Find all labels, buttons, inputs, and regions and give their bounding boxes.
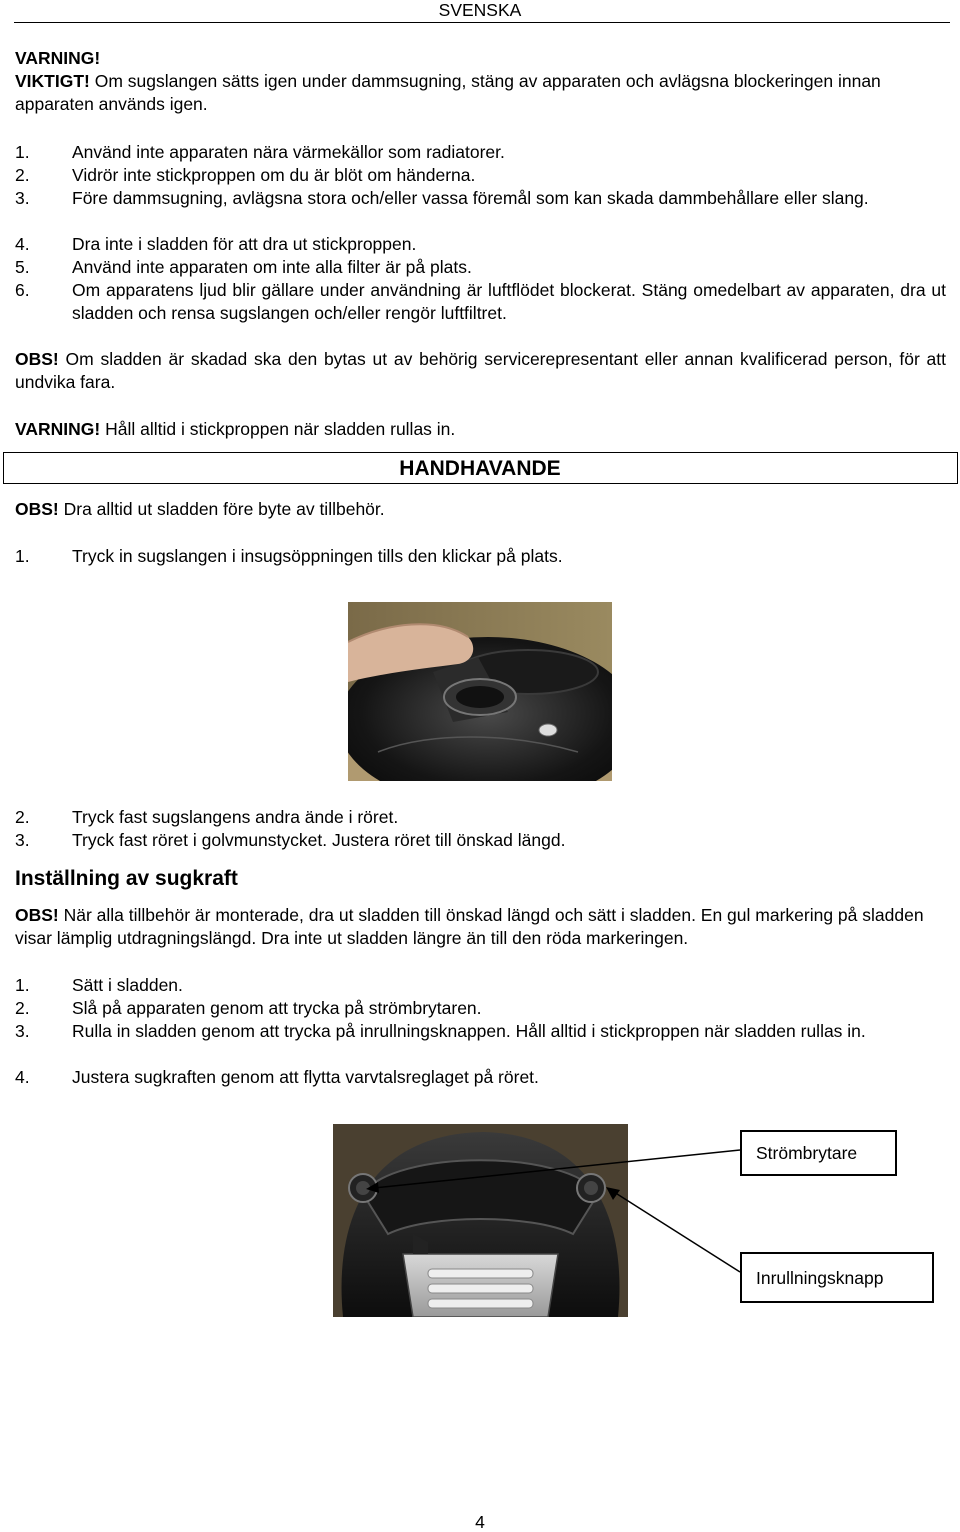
safety-item-number: 5. — [15, 257, 30, 277]
suction-step-text: Justera sugkraften genom att flytta varvtalsreglaget på röret. — [72, 1067, 539, 1087]
power-switch-arrowhead — [366, 1182, 379, 1193]
power-switch-arrow — [374, 1150, 740, 1188]
obs-accessory-text: Dra alltid ut sladden före byte av tillbehör. — [58, 499, 385, 519]
obs-cord-paragraph — [15, 348, 946, 394]
usage-step-number: 1. — [15, 546, 30, 566]
obs-cord-text: Om sladden är skadad ska den bytas ut av behörig servicerepresentant eller annan kvalificerad person, för att undvika fara. — [15, 349, 946, 392]
usage-step-text: Tryck in sugslangen i insugsöppningen tills den klickar på plats. — [72, 546, 563, 566]
callout-power-switch — [740, 1130, 897, 1176]
safety-item-text: Dra inte i sladden för att dra ut stickproppen. — [72, 234, 417, 254]
suction-step-text: Rulla in sladden genom att trycka på inrullningsknappen. Håll alltid i stickproppen när sladden rullas in. — [72, 1021, 866, 1041]
callout-power-switch-label: Strömbrytare — [756, 1143, 858, 1163]
safety-item-number: 4. — [15, 234, 30, 254]
usage-step-text: Tryck fast sugslangens andra ände i röret. — [72, 807, 399, 827]
obs-suction-text: När alla tillbehör är monterade, dra ut sladden till önskad längd och sätt i sladden. En gul markering på sladden visar lämplig utdragningslängd. Dra inte ut sladden längre än till den röda markeringen. — [15, 905, 924, 948]
important-paragraph — [15, 70, 946, 116]
safety-item-text: Använd inte apparaten nära värmekällor som radiatorer. — [72, 142, 505, 162]
safety-item-number: 2. — [15, 165, 30, 185]
hose-insertion-photo — [348, 602, 612, 781]
important-label: VIKTIGT! — [15, 71, 90, 91]
obs-accessory-paragraph — [15, 498, 385, 521]
safety-item-text: Vidrör inte stickproppen om du är blöt om händerna. — [72, 165, 476, 185]
section-title-usage: HANDHAVANDE — [399, 457, 561, 480]
rewind-button-arrow — [614, 1192, 740, 1272]
safety-item-text: Före dammsugning, avlägsna stora och/eller vassa föremål som kan skada dammbehållare eller slang. — [72, 188, 869, 208]
header-rule — [14, 22, 950, 23]
warning-label: VARNING! — [15, 419, 101, 439]
suction-step-text: Sätt i sladden. — [72, 975, 183, 995]
header-language: SVENSKA — [438, 0, 522, 20]
obs-suction-paragraph — [15, 904, 946, 950]
suction-step-number: 4. — [15, 1067, 30, 1087]
warning-plug-paragraph — [15, 418, 455, 441]
usage-step-number: 3. — [15, 830, 30, 850]
callout-rewind-button-label: Inrullningsknapp — [756, 1267, 884, 1288]
warning-heading: VARNING! — [15, 48, 101, 68]
obs-label: OBS! — [15, 349, 59, 369]
usage-step-number: 2. — [15, 807, 30, 827]
important-text: Om sugslangen sätts igen under dammsugning, stäng av apparaten och avlägsna blockeringen innan apparaten används igen. — [15, 71, 881, 114]
safety-item-number: 6. — [15, 280, 30, 300]
safety-item-text: Om apparatens ljud blir gällare under användning är luftflödet blockerat. Stäng omedelbart av apparaten, dra ut sladden och rensa sugslangen och/eller rengör luftfiltret. — [72, 280, 946, 323]
obs-label: OBS! — [15, 905, 59, 925]
safety-item-number: 1. — [15, 142, 30, 162]
suction-step-number: 1. — [15, 975, 30, 995]
page-number: 4 — [475, 1512, 485, 1532]
suction-step-text: Slå på apparaten genom att trycka på strömbrytaren. — [72, 998, 482, 1018]
callout-arrows — [360, 1140, 750, 1300]
suction-step-number: 3. — [15, 1021, 30, 1041]
usage-step-text: Tryck fast röret i golvmunstycket. Justera röret till önskad längd. — [72, 830, 566, 850]
section-title-suction: Inställning av sugkraft — [15, 867, 238, 890]
obs-label: OBS! — [15, 499, 59, 519]
safety-item-number: 3. — [15, 188, 30, 208]
warning-plug-text: Håll alltid i stickproppen när sladden rullas in. — [100, 419, 456, 439]
safety-item-text: Använd inte apparaten om inte alla filter är på plats. — [72, 257, 472, 277]
callout-rewind-button — [740, 1252, 934, 1303]
suction-step-number: 2. — [15, 998, 30, 1018]
rewind-button-arrowhead — [606, 1187, 620, 1200]
